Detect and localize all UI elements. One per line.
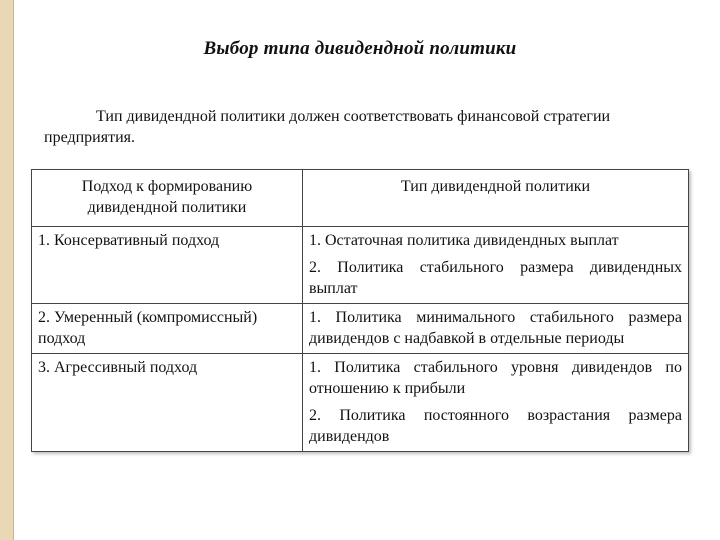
table-row [32, 354, 689, 452]
slide-title: Выбор типа дивидендной политики [203, 38, 517, 59]
table-row [32, 304, 689, 354]
policy-type-item: 1. Политика минимального стабильного размера дивидендов с надбавкой в отдельные периоды [309, 309, 682, 347]
approach-cell: 3. Агрессивный подход [32, 354, 303, 452]
policy-types-cell [303, 304, 689, 354]
policy-type-item: 2. Политика постоянного возрастания размера дивидендов [309, 407, 682, 445]
policy-type-item: 1. Политика стабильного уровня дивидендов по отношению к прибыли [309, 359, 682, 397]
decorative-side-band [0, 0, 14, 540]
intro-paragraph: Тип дивидендной политики должен соответствовать финансовой стратегии предприятия. [44, 108, 611, 146]
policy-types-cell [303, 354, 689, 452]
table-row [32, 227, 689, 304]
policy-type-item: 1. Остаточная политика дивидендных выплат [309, 232, 619, 249]
policy-type-item: 2. Политика стабильного размера дивидендных выплат [309, 259, 682, 297]
header-policy-type: Тип дивидендной политики [303, 170, 689, 227]
policy-types-cell [303, 227, 689, 304]
header-approach: Подход к формированию дивидендной политики [32, 170, 303, 227]
approach-cell: 1. Консервативный подход [32, 227, 303, 304]
table-header-row [32, 170, 689, 227]
approach-cell: 2. Умеренный (компромиссный) подход [32, 304, 303, 354]
dividend-policy-table [31, 169, 689, 452]
